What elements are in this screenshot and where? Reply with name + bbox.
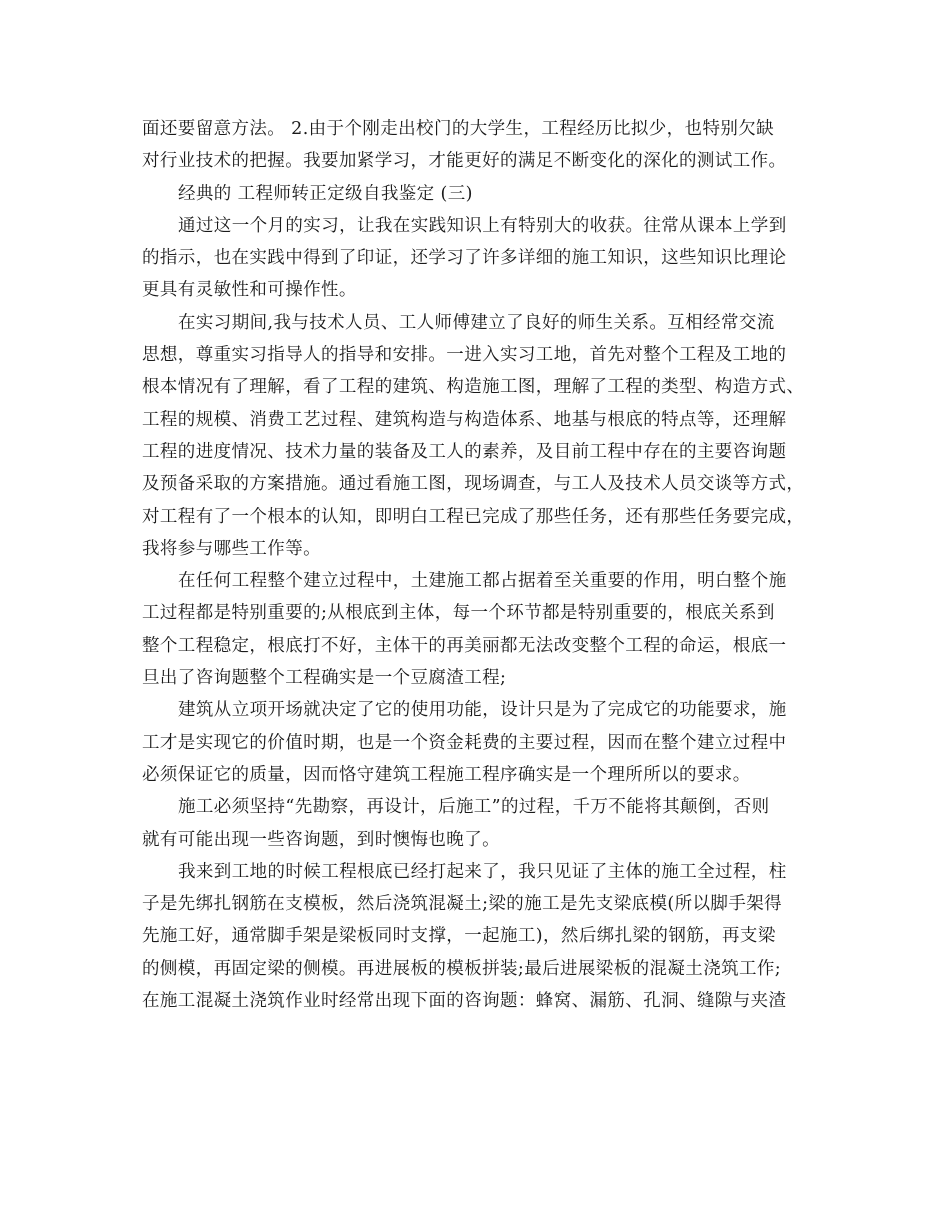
text-line: 施工必须坚持“先勘察，再设计，后施工”的过程，千万不能将其颠倒，否则 [178,797,770,818]
text-line: 更具有灵敏性和可操作性。 [142,280,357,301]
text-line: 工程的进度情况、技术力量的装备及工人的素养，及目前工程中存在的主要咨询题 [142,441,787,462]
text-line: 先施工好，通常脚手架是梁板同时支撑，一起施工)，然后绑扎梁的钢筋，再支梁 [142,926,776,947]
text-line: 我来到工地的时候工程根底已经打起来了，我只见证了主体的施工全过程，柱 [178,861,787,882]
text-line: 建筑从立项开场就决定了它的使用功能，设计只是为了完成它的功能要求，施 [178,700,787,721]
section-heading: 经典的 工程师转正定级自我鉴定 (三) [178,183,473,204]
text-line: 思想，尊重实习指导人的指导和安排。一进入实习工地，首先对整个工程及工地的 [142,345,787,366]
text-line: 对工程有了一个根本的认知，即明白工程已完成了那些任务，还有那些任务要完成， [142,506,805,527]
text-line: 在实习期间,我与技术人员、工人师傅建立了良好的师生关系。互相经常交流 [178,312,775,333]
text-line: 通过这一个月的实习，让我在实践知识上有特别大的收获。往常从课本上学到 [178,215,787,236]
text-line: 整个工程稳定，根底打不好，主体干的再美丽都无法改变整个工程的命运，根底一 [142,635,787,656]
text-line: 在施工混凝土浇筑作业时经常出现下面的咨询题：蜂窝、漏筋、孔洞、缝隙与夹渣 [142,991,787,1012]
text-line: 旦出了咨询题整个工程确实是一个豆腐渣工程; [142,668,507,689]
text-line: 工过程都是特别重要的;从根底到主体，每一个环节都是特别重要的，根底关系到 [142,603,775,624]
text-line: 我将参与哪些工作等。 [142,538,321,559]
text-line: 子是先绑扎钢筋在支模板，然后浇筑混凝土;梁的施工是先支梁底模(所以脚手架得 [142,894,783,915]
text-line: 的指示，也在实践中得到了印证，还学习了许多详细的施工知识，这些知识比理论 [142,248,787,269]
text-line: 根本情况有了理解，看了工程的建筑、构造施工图，理解了工程的类型、构造方式、 [142,377,805,398]
text-line: 必须保证它的质量，因而恪守建筑工程施工程序确实是一个理所所以的要求。 [142,764,751,785]
text-line: 对行业技术的把握。我要加紧学习，才能更好的满足不断变化的深化的测试工作。 [142,151,787,172]
text-line: 在任何工程整个建立过程中，土建施工都占据着至关重要的作用，明白整个施 [178,571,787,592]
text-line: 及预备采取的方案措施。通过看施工图，现场调查，与工人及技术人员交谈等方式， [142,474,805,495]
text-line: 工才是实现它的价值时期，也是一个资金耗费的主要过程，因而在整个建立过程中 [142,732,787,753]
text-line: 的侧模，再固定梁的侧模。再进展板的模板拼装;最后进展梁板的混凝土浇筑工作; [142,958,782,979]
document-body [142,113,812,1017]
text-line: 面还要留意方法。 2.由于个刚走出校门的大学生，工程经历比拟少，也特别欠缺 [142,119,775,139]
text-line: 工程的规模、消费工艺过程、建筑构造与构造体系、地基与根底的特点等，还理解 [142,409,787,430]
text-line: 就有可能出现一些咨询题，到时懊悔也晚了。 [142,829,500,850]
